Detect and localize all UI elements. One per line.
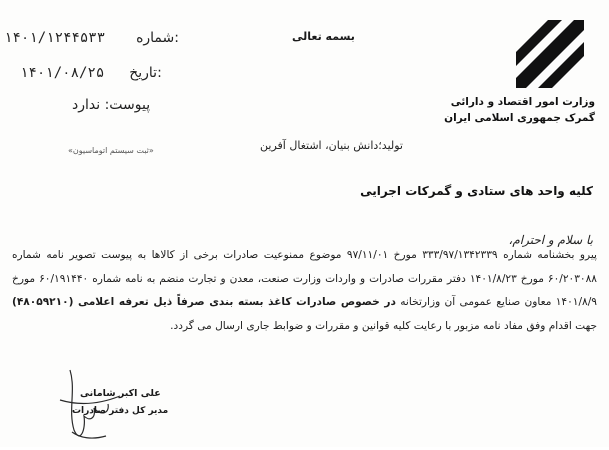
body-part-2: جهت اقدام وفق مفاد نامه مزبور با رعایت کلیه قوانین و مقررات و ضوابط جاری ارسال می گردد. bbox=[170, 319, 597, 332]
slogan-line: تولید؛دانش بنیان، اشتغال آفرین bbox=[260, 139, 403, 152]
number-row bbox=[4, 30, 179, 46]
letter-body bbox=[12, 244, 597, 338]
bismillah-heading: بسمه تعالی bbox=[292, 30, 355, 43]
letter-date-label: تاریخ: bbox=[129, 65, 162, 81]
body-bold-part: در خصوص صادرات کاغذ بسته بندی صرفاً ذیل تعرفه اعلامی (۴۸۰۵۹۲۱۰) bbox=[12, 296, 396, 308]
greeting: با سلام و احترام، bbox=[508, 233, 593, 247]
letter-number: ۱۴۰۱/۱۲۴۴۵۳۳ bbox=[4, 30, 106, 46]
signer-title: مدیر کل دفتر صادرات bbox=[72, 406, 169, 416]
customs-logo-icon bbox=[512, 16, 588, 92]
customs-logo bbox=[512, 16, 588, 92]
automation-note: «ثبت سیستم اتوماسیون» bbox=[68, 146, 154, 155]
handwritten-signature bbox=[50, 360, 170, 450]
attachment-label: پیوست: bbox=[104, 97, 151, 113]
body-part-1: پیرو بخشنامه شماره ۳۳۳/۹۷/۱۳۴۲۳۳۹ مورخ ۹۷/۱۱/۰۱ موضوع ممنوعیت صادرات برخی از کالاها به پیوست تصویر نامه شماره ۶۰/۲۰۳۰۸۸ مورخ ۱۴۰۱/۸/۲۳ دفتر مقررات صادرات و واردات وزارت صنعت، معدن و تجارت منضم به نامه شماره ۶۰/۱۹۱۴۴۰ مورخ ۱۴۰۱/۸/۹ معاون صنایع عمومی آن وزارتخانه bbox=[12, 249, 597, 308]
date-row bbox=[20, 65, 162, 81]
addressee: کلیه واحد های ستادی و گمرکات اجرایی bbox=[360, 184, 593, 198]
customs-name: گمرک جمهوری اسلامی ایران bbox=[444, 112, 595, 124]
letter-number-label: شماره: bbox=[136, 30, 179, 46]
attachment-value: ندارد bbox=[72, 97, 101, 113]
letter-date: ۱۴۰۱/۰۸/۲۵ bbox=[20, 65, 105, 81]
ministry-name: وزارت امور اقتصاد و دارائی bbox=[450, 96, 595, 108]
attachment-row bbox=[72, 97, 150, 113]
signer-name: علی اکبر شامانی bbox=[80, 388, 161, 399]
